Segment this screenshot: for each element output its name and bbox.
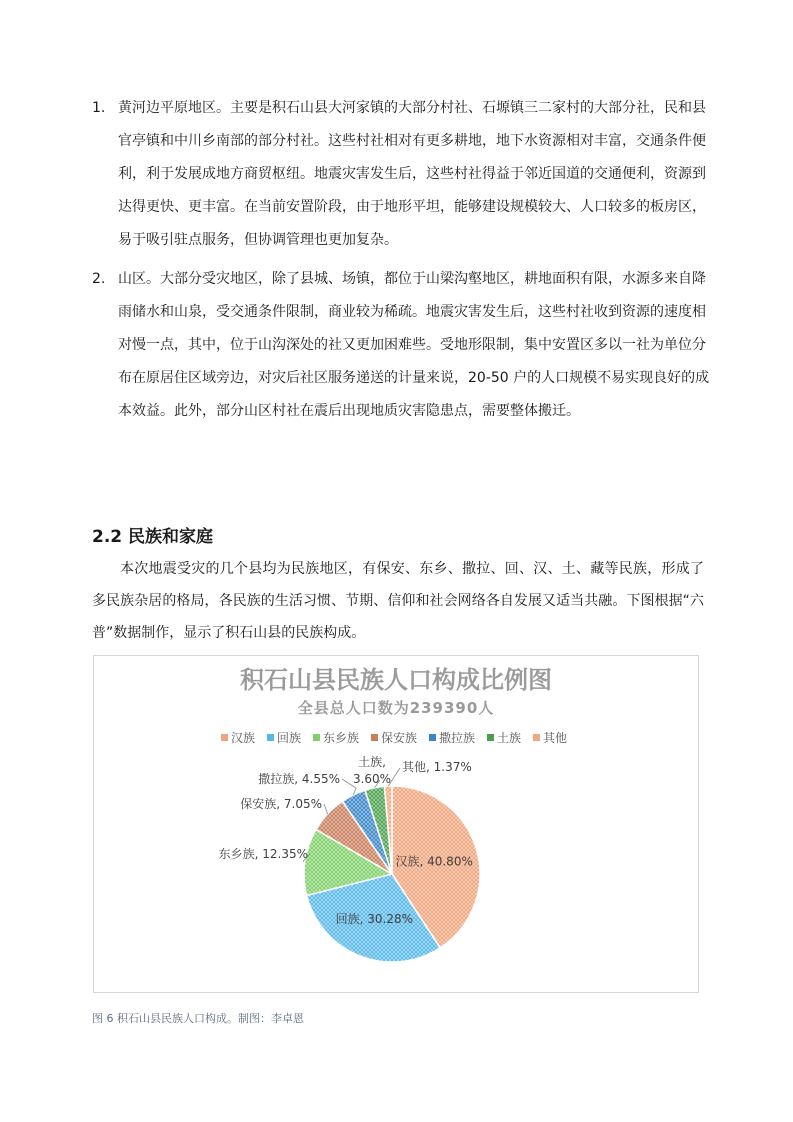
label-tu-value: 3.60% bbox=[352, 772, 392, 786]
label-han: 汉族, 40.80% bbox=[395, 854, 473, 869]
legend-swatch bbox=[533, 734, 540, 741]
pie-chart bbox=[94, 656, 698, 992]
legend-label: 撒拉族 bbox=[439, 731, 476, 745]
legend-item-dongxiang bbox=[313, 731, 359, 745]
legend-label: 回族 bbox=[277, 731, 302, 745]
label-dongxiang: 东乡族, 12.35% bbox=[218, 847, 308, 861]
legend-item-other bbox=[533, 730, 567, 745]
list-text: 山区。大部分受灾地区，除了县城、场镇，都位于山梁沟壑地区，耕地面积有限，水源多来自降雨储水和山泉，受交通条件限制，商业较为稀疏。地震灾害发生后，这些村社收到资源的速度相对慢一点，其中，位于山沟深处的社又更加困难些。受地形限制，集中安置区多以一社为单位分布在原居住区域旁边，对灾后社区服务递送的计量来说，20-50 户的人口规模不易实现良好的成本效益。此外，部分山区村社在震后出现地质灾害隐患点，需要整体搬迁。 bbox=[118, 271, 710, 419]
chart-title: 积石山县民族人口构成比例图 bbox=[240, 666, 552, 694]
legend-item-sala bbox=[429, 730, 475, 745]
legend-swatch bbox=[371, 734, 378, 741]
legend-swatch bbox=[267, 734, 274, 741]
chart-legend bbox=[221, 730, 567, 745]
legend-item-han bbox=[221, 731, 255, 745]
list-text: 黄河边平原地区。主要是积石山县大河家镇的大部分村社、石塬镇三二家村的大部分社，民和县官亭镇和中川乡南部的部分村社。这些村社相对有更多耕地，地下水资源相对丰富，交通条件便利，利于发展成地方商贸枢纽。地震灾害发生后，这些村社得益于邻近国道的交通便利，资源到达得更快、更丰富。在当前安置阶段，由于地形平坦，能够建设规模较大、人口较多的板房区，易于吸引驻点服务，但协调管理也更加复杂。 bbox=[118, 100, 706, 248]
legend-label: 其他 bbox=[543, 731, 568, 745]
label-other: 其他, 1.37% bbox=[402, 760, 472, 774]
legend-swatch bbox=[429, 734, 436, 741]
label-hui: 回族, 30.28% bbox=[335, 912, 414, 927]
label-tu-name: 土族, bbox=[358, 755, 386, 769]
legend-label: 土族 bbox=[497, 731, 522, 745]
chart-subtitle: 全县总人口数为239390人 bbox=[297, 699, 495, 717]
pie-chart-figure bbox=[93, 655, 699, 993]
list-item bbox=[92, 263, 712, 428]
numbered-list bbox=[92, 92, 712, 434]
legend-label: 汉族 bbox=[231, 731, 256, 745]
body-paragraph: 本次地震受灾的几个县均为民族地区，有保安、东乡、撒拉、回、汉、土、藏等民族，形成了多民族杂居的格局，各民族的生活习惯、节期、信仰和社会网络各自发展又适当共融。下图根据“六普”数据制作，显示了积石山县的民族构成。 bbox=[92, 561, 704, 641]
legend-item-baoan bbox=[371, 730, 417, 745]
legend-label: 东乡族 bbox=[323, 731, 360, 745]
label-baoan: 保安族, 7.05% bbox=[240, 797, 322, 811]
leader-line-baoan bbox=[324, 804, 328, 814]
legend-swatch bbox=[221, 734, 228, 741]
list-item bbox=[92, 92, 712, 257]
list-number: 1. bbox=[92, 100, 106, 116]
figure-caption: 图 6 积石山县民族人口构成。制图：李卓恩 bbox=[92, 1012, 304, 1025]
legend-label: 保安族 bbox=[381, 731, 418, 745]
section-heading: 2.2 民族和家庭 bbox=[92, 527, 214, 547]
pie-slices bbox=[304, 786, 480, 962]
legend-swatch bbox=[313, 734, 320, 741]
legend-swatch bbox=[487, 734, 494, 741]
label-sala: 撒拉族, 4.55% bbox=[258, 772, 340, 786]
list-number: 2. bbox=[92, 271, 106, 287]
legend-item-tu bbox=[487, 730, 521, 745]
legend-item-hui bbox=[267, 731, 301, 745]
